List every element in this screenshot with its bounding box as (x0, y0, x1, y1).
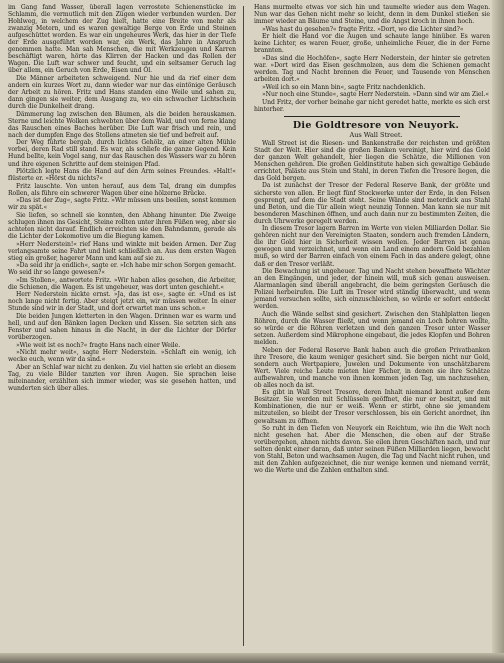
paragraph: Die Bewachung ist ungeheuer. Tag und Nacht stehen bewaffnete Wächter an den Eingängen, und jeder, der hinein will, muß sich genau ausweisen. Alarmanlagen sind überall angebracht, die beim geringsten Geräusch die Polizei herbeirufen. Die Luft im Tresor wird ständig überwacht, und wenn jemand versuchen sollte, sich einzuschleichen, so würde er sofort entdeckt werden. (254, 268, 490, 311)
paragraph: Der Weg führte bergab, durch lichtes Gehölz, an einer alten Mühle vorbei, deren Rad still stand. Es war, als schliefe die ganze Gegend. Kein Hund bellte, kein Vogel sang, nur das Rauschen des Wassers war zu hören und ihre eigenen Schritte auf dem steinigen Pfad. (8, 139, 236, 168)
paragraph: »Nicht mehr weit«, sagte Herr Nederstein. »Schlaft ein wenig, ich wecke euch, wenn wir da sind.« (8, 349, 236, 364)
paragraph: Und Fritz, der vorher beinahe gar nicht geredet hatte, merkte es sich erst hinterher. (254, 98, 490, 113)
paragraph: Es gibt in Wall Street Tresore, deren Inhalt niemand kennt außer dem Besitzer. Sie werden mit Schlüsseln geöffnet, die nur er besitzt, und mit Kombinationen, die nur er weiß. Wenn er stirbt, ohne sie jemandem mitzuteilen, so bleibt der Tresor verschlossen, bis ein Gericht anordnet, ihn gewaltsam zu öffnen. (254, 389, 490, 425)
paragraph: »Das ist der Zug«, sagte Fritz. »Wir müssen uns beeilen, sonst kommen wir zu spät.« (8, 197, 236, 212)
right-column (254, 4, 490, 475)
paragraph: Auch die Wände selbst sind gesichert. Zwischen den Stahlplatten liegen Röhren, durch die Wasser fließt, und wenn jemand ein Loch bohren wollte, so würde er die Röhren verletzen und den ganzen Tresor unter Wasser setzen. Außerdem sind Mikrophone eingebaut, die jedes Klopfen und Bohren melden. (254, 310, 490, 347)
paragraph: »Das sind die Hochöfen«, sagte Herr Nederstein, der hinter sie getreten war. »Dort wird das Eisen geschmolzen, aus dem die Schienen gemacht werden. Tag und Nacht brennen die Feuer, und Tausende von Menschen arbeiten dort.« (254, 54, 490, 83)
paragraph: Wall Street ist die Riesen- und Bankenstraße der reichsten und größten Stadt der Welt. Hier sind die großen Banken vereinigt, hier wird das Gold der ganzen Welt gehandelt, hier liegen die Schätze, die Millionen von Menschen gehören. Die großen Geldinstitute haben sich gewaltige Gebäude errichtet, Paläste aus Stein und Stahl, in deren Tiefen die Tresore liegen, die das Gold bergen. (254, 139, 490, 182)
paragraph: »Was hast du gesehen?« fragte Fritz. »Dort, wo die Lichter sind?« (262, 25, 464, 33)
paragraph: im Gang fand Wasser, überall lagen verrostete Schienenstücke im Schlamm, die vermutlich mit den Zügen wieder verbunden wurden. Der Hohlweg, in welchem der Zug hielt, hatte eine Breite von mehr als zwanzig Metern, und es waren gewaltige Berge von Erde und Steinen aufgeschüttet worden. Es war ein ungeheures Werk, das hier in der Tiefe der Erde ausgeführt worden war, ein Werk, das Jahre in Anspruch genommen hatte. Man sah Menschen, die mit Werkzeugen und Karren beschäftigt waren, hörte das Klirren der Hacken und das Rollen der Wagen. Die Luft war schwer und feucht, und ein seltsamer Geruch lag über allem, ein Geruch von Erde, Eisen und Öl. (8, 4, 236, 75)
paragraph: »Weil ich so ein Mann bin«, sagte Fritz nachdenklich. (262, 83, 426, 91)
section-rule (284, 116, 460, 117)
paragraph: »Nur noch eine Stunde«, sagte Herr Nederstein. »Dann sind wir am Ziel.« (262, 91, 490, 99)
paragraph: »Wie weit ist es noch?« fragte Hans nach einer Weile. (16, 341, 181, 349)
paragraph: Dämmerung lag zwischen den Bäumen, als die beiden herauskamen. Sterne und leichte Wolken schwebten über dem Wald, und von ferne klang das Rauschen eines Baches herüber. Die Luft war frisch und rein, und nach der dumpfen Enge des Stollens atmeten sie tief und befreit auf. (8, 110, 236, 139)
scan-edge-right (492, 0, 504, 663)
paragraph: Plötzlich legte Hans die Hand auf den Arm seines Freundes. »Halt!« flüsterte er. »Hörst du nichts?« (8, 168, 236, 183)
paragraph: »Da seid ihr ja endlich«, sagte er. »Ich habe mir schon Sorgen gemacht. Wo seid ihr so lange gewesen?« (8, 262, 236, 277)
paragraph: Sie liefen, so schnell sie konnten, den Abhang hinunter. Die Zweige schlugen ihnen ins Gesicht, Steine rollten unter ihren Füßen weg, aber sie achteten nicht darauf. Endlich erreichten sie den Bahndamm, gerade als die Lichter der Lokomotive um die Biegung kamen. (8, 211, 236, 240)
paragraph: Neben der Federal Reserve Bank haben auch die großen Privatbanken ihre Tresore, die kaum weniger gesichert sind. Sie bergen nicht nur Gold, sondern auch Wertpapiere, Juwelen und Dokumente von unschätzbarem Wert. Viele reiche Leute mieten hier Fächer, in denen sie ihre Schätze aufbewahren, und manche von ihnen kommen jeden Tag, um nachzusehen, ob alles noch da ist. (254, 346, 490, 389)
column-divider (243, 6, 244, 646)
paragraph: Herr Nederstein nickte ernst. »Ja, das ist es«, sagte er. »Und es ist noch lange nicht fertig. Aber steigt jetzt ein, wir müssen weiter. In einer Stunde sind wir in der Stadt, und dort erwartet man uns schon.« (8, 291, 236, 313)
paragraph: In diesem Tresor lagern Barren im Werte von vielen Milliarden Dollar. Sie gehören nicht nur den Vereinigten Staaten, sondern auch fremden Ländern, die ihr Gold hier in Sicherheit wissen wollen. Jeder Barren ist genau gewogen und verzeichnet, und wenn ein Land einem andern Gold bezahlen muß, so wird der Barren einfach von einem Fach in das andere gelegt, ohne daß er den Tresor verläßt. (254, 225, 490, 268)
paragraph: Aber an Schlaf war nicht zu denken. Zu viel hatten sie erlebt an diesem Tag, zu viele Bilder tanzten vor ihren Augen. Sie sprachen leise miteinander, erzählten sich immer wieder, was sie gesehen hatten, und wunderten sich über alles. (8, 363, 236, 392)
paragraph: Die beiden Jungen kletterten in den Wagen. Drinnen war es warm und hell, und auf den Bänken lagen Decken und Kissen. Sie setzten sich ans Fenster und sahen hinaus in die Nacht, in der die Lichter der Dörfer vorüberzogen. (8, 313, 236, 342)
paragraph: Da ist zunächst der Tresor der Federal Reserve Bank, der größte und sicherste von allen. Er liegt fünf Stockwerke unter der Erde, in den Felsen gesprengt, auf dem die Stadt steht. Seine Wände sind meterdick aus Stahl und Beton, und die Tür allein wiegt neunzig Tonnen. Man kann sie nur mit besonderen Maschinen öffnen, und auch dann nur zu bestimmten Zeiten, die durch Uhrwerke geregelt werden. (254, 182, 490, 225)
paragraph: »Im Stollen«, antwortete Fritz. »Wir haben alles gesehen, die Arbeiter, die Schienen, die Wagen. Es ist ungeheuer, was dort unten geschieht.« (8, 276, 236, 291)
paragraph: Fritz lauschte. Von unten herauf, aus dem Tal, drang ein dumpfes Rollen, als führe ein schwerer Wagen über eine hölzerne Brücke. (8, 182, 236, 197)
paragraph: Er hielt die Hand vor die Augen und schaute lange hinüber. Es waren keine Lichter, es waren Feuer, große, unheimliche Feuer, die in der Ferne brannten. (254, 33, 490, 55)
left-column (8, 4, 236, 393)
paragraph: »Herr Nederstein!« rief Hans und winkte mit beiden Armen. Der Zug verlangsamte seine Fahrt und hielt schließlich an. Aus dem ersten Wagen stieg ein großer, hagerer Mann und kam auf sie zu. (8, 240, 236, 262)
article-byline: Aus Wall Street. (349, 131, 403, 140)
article-headline: Die Goldtresore von Neuyork. (292, 119, 460, 131)
paragraph: So ruht in den Tiefen von Neuyork ein Reichtum, wie ihn die Welt noch nicht gesehen hat. Aber die Menschen, die oben auf der Straße vorübergehen, ahnen nichts davon. Sie eilen ihren Geschäften nach, und nur selten denkt einer daran, daß unter seinen Füßen Milliarden liegen, bewacht von Stahl, Beton und wachsamen Augen, die Tag und Nacht nicht ruhen, und mit den Zahlen aufgezeichnet, die nur wenige kennen und niemand verrät, wo die Werte und die Zahlen enthalten sind. (254, 425, 490, 475)
scan-edge-bottom (0, 653, 504, 663)
paragraph: Die Männer arbeiteten schweigend. Nur hie und da rief einer dem andern ein kurzes Wort zu, dann wieder war nur das eintönige Geräusch der Arbeit zu hören. Fritz und Hans standen eine Weile und sahen zu, dann gingen sie weiter, dem Ausgang zu, wo ein schwacher Lichtschein durch die Dunkelheit drang. (8, 74, 236, 111)
paragraph: Hans murmelte etwas vor sich hin und taumelte wieder aus dem Wagen. Nun war das Gehen nicht mehr so leicht, denn in dem Dunkel stießen sie immer wieder an Bäume und Steine, und die Angst kroch in ihnen hoch. (254, 4, 490, 26)
